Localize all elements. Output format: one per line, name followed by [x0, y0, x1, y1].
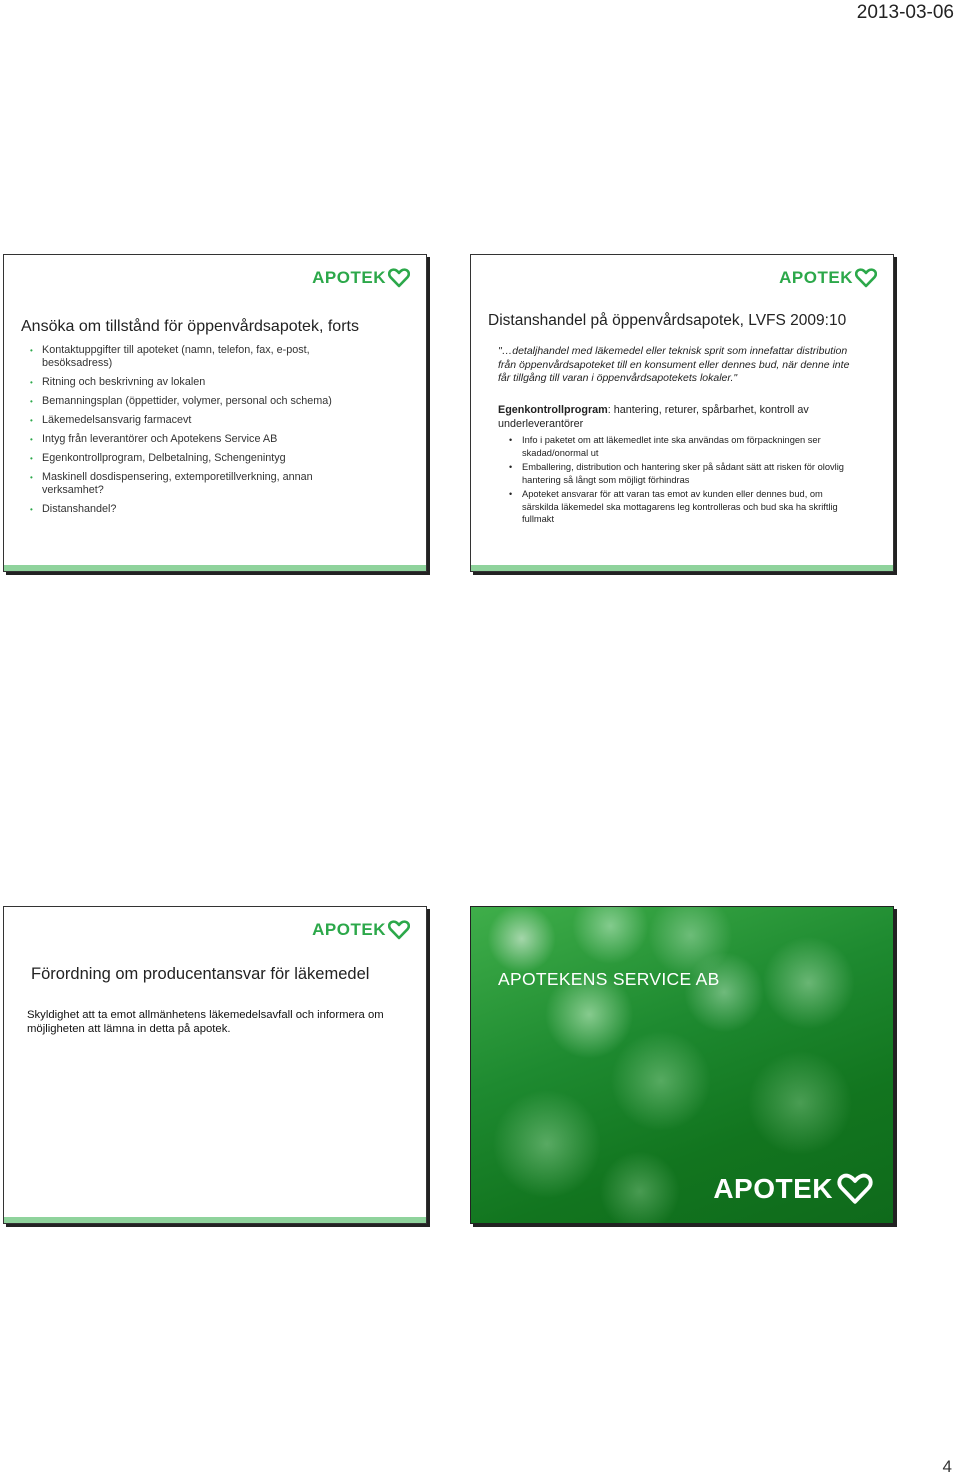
list-item: • Bemanningsplan (öppettider, volymer, personal och schema): [30, 395, 360, 408]
apotek-logo: [312, 268, 410, 288]
heart-icon: [388, 268, 410, 288]
list-item: • Ritning och beskrivning av lokalen: [30, 376, 360, 389]
list-item: • Maskinell dosdispensering, extemporetillverkning, annan verksamhet?: [30, 471, 360, 497]
logo-text: APOTEK: [779, 268, 853, 287]
slide-2: [470, 254, 894, 572]
list-item: • Egenkontrollprogram, Delbetalning, Schengenintyg: [30, 452, 360, 465]
accent-bar: [4, 565, 426, 571]
sub-bullet-list: [509, 434, 859, 528]
list-item: • Distanshandel?: [30, 503, 360, 516]
list-item: • Läkemedelsansvarig farmacevt: [30, 414, 360, 427]
egenkontroll-text: [498, 404, 858, 431]
heart-icon: [855, 268, 877, 288]
page-date: 2013-03-06: [856, 2, 954, 23]
list-item: • Info i paketet om att läkemedlet inte ska användas om förpackningen ser skadad/onormal ut: [509, 434, 859, 459]
definition-quote: "…detaljhandel med läkemedel eller teknisk sprit som innefattar distribution från öppenvårdsapoteket till en konsument eller dennes bud, när denne inte får tillgång till varan i öppenvårdsapotekets lokaler.": [498, 345, 850, 384]
slide-3: [3, 906, 427, 1224]
slide-4: [470, 906, 894, 1224]
apotek-logo: [312, 920, 410, 940]
logo-text: APOTEK: [312, 268, 386, 287]
slide-1: [3, 254, 427, 572]
slide-title: Ansöka om tillstånd för öppenvårdsapotek, forts: [21, 318, 359, 335]
body-text: Skyldighet att ta emot allmänhetens läkemedelsavfall och informera om möjligheten att lämna in detta på apotek.: [27, 1009, 384, 1035]
list-item: • Intyg från leverantörer och Apotekens Service AB: [30, 433, 360, 446]
logo-text: APOTEK: [312, 920, 386, 939]
page-number: 4: [942, 1457, 952, 1476]
slide-title: Förordning om producentansvar för läkemedel: [31, 965, 370, 983]
logo-text: APOTEK: [713, 1173, 833, 1204]
list-item: • Apoteket ansvarar för att varan tas emot av kunden eller dennes bud, om särskilda läkemedel ska mottagarens leg kontrolleras och bud ska ha skriftlig fullmakt: [509, 488, 859, 526]
slide-title: Distanshandel på öppenvårdsapotek, LVFS 2009:10: [488, 312, 847, 329]
apotek-logo-large: [713, 1173, 873, 1205]
bullet-list: [30, 344, 360, 522]
egenkontroll-description: : hantering, returer, spårbarhet, kontroll av underleverantörer: [498, 404, 809, 430]
heart-icon: [837, 1173, 873, 1205]
apotek-logo: [779, 268, 877, 288]
list-item: • Emballering, distribution och hantering sker på sådant sätt att risken för olovlig hantering så långt som möjligt förhindras: [509, 461, 859, 486]
egenkontroll-label: Egenkontrollprogram: [498, 404, 608, 416]
banner-title: APOTEKENS SERVICE AB: [498, 969, 720, 989]
list-item: • Kontaktuppgifter till apoteket (namn, telefon, fax, e-post, besöksadress): [30, 344, 360, 370]
accent-bar: [4, 1217, 426, 1223]
accent-bar: [471, 565, 893, 571]
heart-icon: [388, 920, 410, 940]
